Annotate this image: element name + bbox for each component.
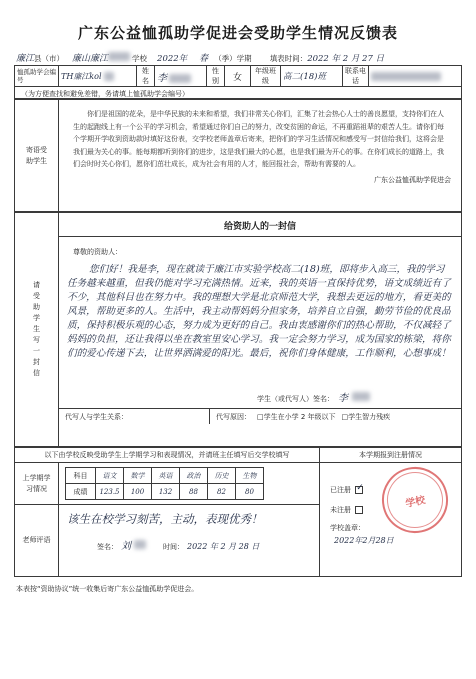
letter-cell [59, 213, 462, 447]
proxy-relation: 代写人与学生关系： [65, 412, 128, 421]
signer-label: 学生（或代写人）签名： [257, 395, 334, 403]
registration-band-label: 本学期报到注册情况 [320, 448, 462, 463]
feedback-form [14, 22, 462, 594]
teacher-date-label: 时间： [163, 543, 184, 551]
score-cell: 132 [152, 484, 180, 500]
subject-cell: 英语 [152, 468, 180, 484]
scores-table [65, 467, 264, 500]
unregistered-row: 未注册 [320, 495, 461, 515]
county-value: 廉江 [16, 54, 35, 64]
comment-cell [59, 505, 320, 577]
phone-redacted [371, 72, 441, 81]
score-cell: 100 [124, 484, 152, 500]
name-redacted [169, 74, 191, 83]
letter-table [14, 212, 462, 447]
seal-date: 2022年2月28日 [334, 536, 394, 545]
phone-label: 联系电话 [343, 66, 369, 87]
teacher-date-value: 2022 年 2 月 28 日 [187, 542, 260, 551]
reason-option-disability[interactable]: □学生智力残疾 [341, 412, 391, 421]
class-cell [281, 66, 343, 87]
score-cell: 82 [208, 484, 236, 500]
form-footer: 本表按“资助协议”统一收集后寄广东公益恤孤助学促进会。 [16, 585, 199, 593]
phone-cell [369, 66, 462, 87]
unregistered-checkbox[interactable] [355, 506, 363, 514]
season-label: （季）学期 [214, 54, 252, 63]
school-redacted [108, 52, 130, 61]
id-value: TH廉江kol [61, 71, 102, 81]
id-cell [59, 66, 137, 87]
form-meta-line [14, 51, 462, 65]
letter-title: 给资助人的一封信 [59, 213, 461, 237]
subject-cell: 政治 [180, 468, 208, 484]
gender-label: 性别 [207, 66, 225, 87]
id-redacted [104, 72, 114, 81]
registered-row: 已注册 ✓ [320, 463, 461, 495]
id-label: 恤孤助学会编号 [15, 66, 59, 87]
signer-value: 李 [338, 393, 348, 404]
name-cell [155, 66, 207, 87]
subject-cell: 语文 [96, 468, 124, 484]
score-cell: 80 [236, 484, 264, 500]
subject-cell: 数学 [124, 468, 152, 484]
teacher-sign-redacted [134, 540, 146, 549]
score-cell: 88 [180, 484, 208, 500]
teacher-sign-value: 刘 [121, 541, 131, 552]
name-label: 姓名 [137, 66, 155, 87]
school-feedback-table [14, 447, 462, 577]
letter-text: 您们好！我是李，现在就读于廉江市实验学校高二(18)班，即将步入高三，我的学习任务越来越重，但我仍能对学习充满热情。近来，我的英语一直保持优势，语文成绩近有了不少，其他科目也在努力中。我的理想大学是北京师范大学，我想去更远的地方，看更美的风景，帮助更多的人。生活中，我主动帮妈妈分担家务，培养自立自强，勤劳节俭的优良品质，保持积极乐观的心态，努力成为更好的自己。我由衷感谢你们的热心帮助，不仅减轻了妈妈的负担，还让我得以坐在教室里安心学习。我一定会努力学习，成为国家的栋梁，将你们的爱心传递下去，让世界洒满爱的阳光。最后，祝你们身体健康，工作顺利，心想事成！ [67, 264, 451, 359]
teacher-comment: 该生在校学习刻苦，主动，表现优秀！ [67, 512, 263, 526]
perf-label: 上学期学习情况 [15, 463, 59, 505]
subject-label: 科目 [66, 468, 96, 484]
school-label: 学校 [132, 54, 148, 63]
score-cell: 123.5 [96, 484, 124, 500]
donor-message-table [14, 99, 462, 212]
gender-value: 女 [232, 72, 242, 83]
score-label: 成绩 [66, 484, 96, 500]
school-value: 廉山廉江 [72, 54, 109, 64]
scores-row [66, 484, 264, 500]
letter-salutation: 尊敬的资助人： [73, 248, 122, 256]
teacher-sign-row [67, 537, 311, 552]
season-value: 春 [199, 54, 209, 64]
letter-body [59, 237, 461, 404]
fill-date-label: 填表时间： [269, 54, 308, 63]
letter-footer [59, 408, 461, 424]
id-note: （为方便查找和避免差错，务请填上恤孤助学会编号） [14, 87, 462, 99]
class-value: 高二(18)班 [283, 72, 326, 82]
donor-section-label: 寄语受助学生 [15, 100, 59, 212]
registered-checkbox[interactable] [355, 486, 363, 494]
letter-signature-row [67, 389, 453, 404]
reason-option-grade[interactable]: □学生在小学 2 年级以下 [257, 412, 336, 421]
fill-date-value: 2022 年 2 月 27 日 [307, 54, 385, 64]
donor-signature: 广东公益恤孤助学促进会 [374, 175, 451, 184]
donor-message: 你们是祖国的花朵，是中华民族的未来和希望，我们非常关心你们，汇集了社会热心人士的善良愿望，支持你们在人生的起跑线上有一个公平的学习机会，希望通过你们自己的努力，改变贫困的命运，不再重蹈祖辈的艰苦人生。请你们每个学期开学收到资助款时填好这份表，交学校老师盖章后寄来，把你们的学习生活情况和感受写一封信给我们，这将会是我们最为关心的事。能每期都听到你们的进步，这是我们最大的心愿，也是我们最为开心的事。在你们成长的道路上，我们会时时关心你们，愿你们茁壮成长，成为社会有用的人才，能回报社会，帮助有需要的人。 [73, 110, 444, 168]
seal-label: 学校盖章： [330, 524, 365, 532]
subject-cell: 历史 [208, 468, 236, 484]
teacher-sign-label: 签名： [97, 543, 118, 551]
comment-label: 老师评语 [15, 505, 59, 577]
proxy-reason: 代写原因： □学生在小学 2 年级以下 □学生智力残疾 [209, 409, 396, 424]
subjects-row [66, 468, 264, 484]
letter-section-label: 请受助学生写一封信 [15, 213, 59, 447]
signer-redacted [352, 392, 370, 401]
year-value: 2022年 [157, 54, 188, 64]
student-info-table [14, 65, 462, 87]
form-title: 广东公益恤孤助学促进会受助学生情况反馈表 [77, 24, 398, 42]
name-value: 李 [157, 72, 167, 84]
registration-cell [320, 463, 462, 577]
donor-message-cell [59, 100, 462, 212]
scores-cell [59, 463, 320, 505]
gender-cell [225, 66, 251, 87]
class-label: 年级班级 [251, 66, 281, 87]
school-band-label: 以下由学校反映受助学生上学期学习和表现情况，并请班主任填写后交学校填写 [15, 448, 320, 463]
subject-cell: 生物 [236, 468, 264, 484]
school-stamp: 学校 [376, 461, 454, 539]
county-label: 县（市） [34, 54, 65, 63]
